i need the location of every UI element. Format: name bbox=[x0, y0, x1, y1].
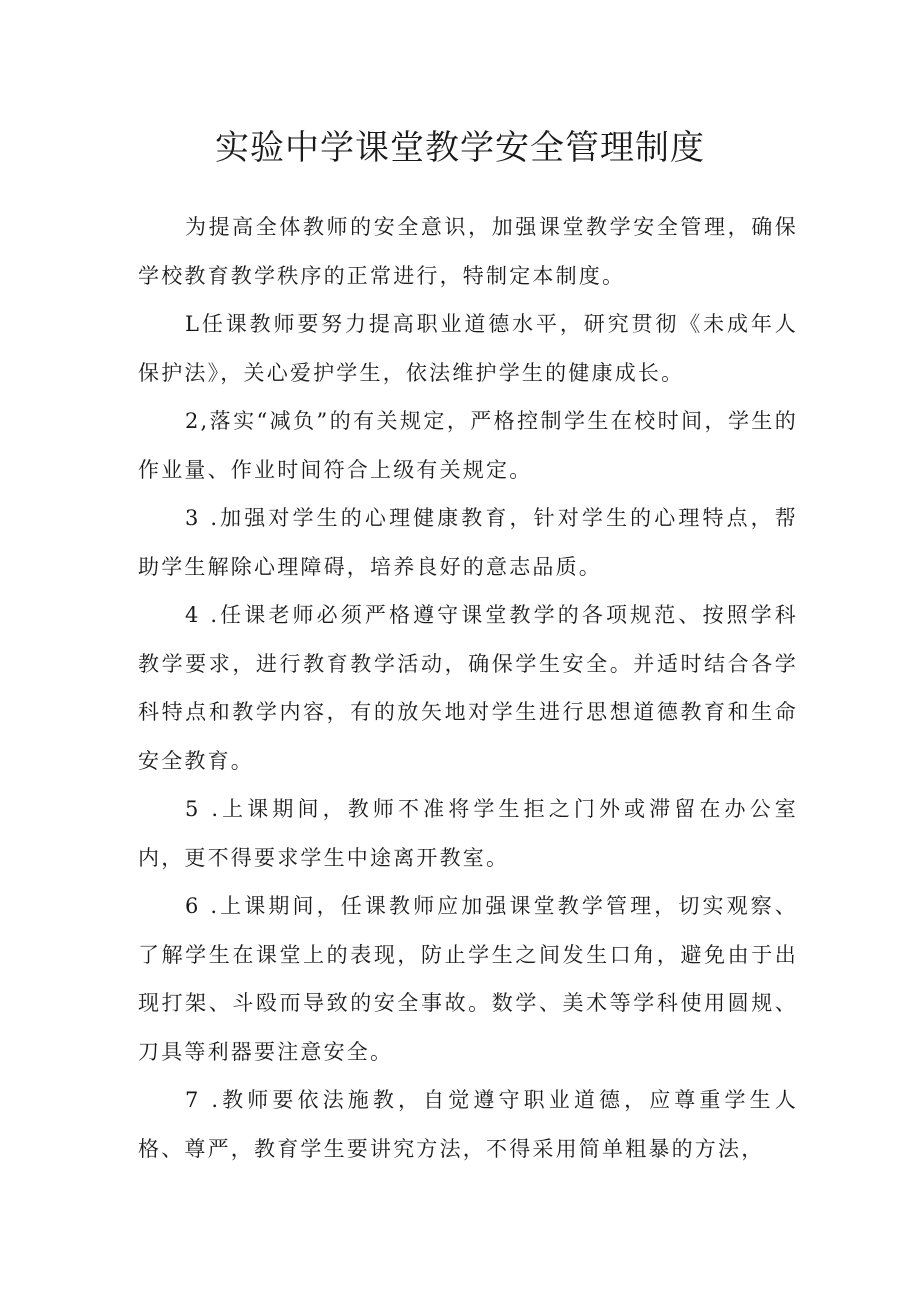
rule-7-paragraph: 7 .教师要依法施教，自觉遵守职业道德，应尊重学生人格、尊严，教育学生要讲究方法，不得采用简单粗暴的方法， bbox=[138, 1088, 798, 1161]
rule-5-paragraph: 5 .上课期间，教师不准将学生拒之门外或滞留在办公室内，更不得要求学生中途离开教室。 bbox=[138, 797, 798, 870]
rule-3-paragraph: 3 .加强对学生的心理健康教育，针对学生的心理特点，帮助学生解除心理障碍，培养良好的意志品质。 bbox=[138, 506, 798, 579]
intro-paragraph: 为提高全体教师的安全意识，加强课堂教学安全管理，确保学校教育教学秩序的正常进行，特制定本制度。 bbox=[138, 215, 798, 288]
rule-2-paragraph: 2,落实“减负”的有关规定，严格控制学生在校时间，学生的作业量、作业时间符合上级有关规定。 bbox=[138, 409, 798, 482]
document-body bbox=[138, 203, 798, 1173]
rule-6-paragraph: 6 .上课期间，任课教师应加强课堂教学管理，切实观察、了解学生在课堂上的表现，防止学生之间发生口角，避免由于出现打架、斗殴而导致的安全事故。数学、美术等学科使用圆规、刀具等利器要注意安全。 bbox=[138, 894, 798, 1064]
document-title: 实验中学课堂教学安全管理制度 bbox=[215, 128, 705, 168]
rule-1-paragraph: L任课教师要努力提高职业道德水平，研究贯彻《未成年人保护法》，关心爱护学生，依法维护学生的健康成长。 bbox=[138, 312, 798, 385]
rule-4-paragraph: 4 .任课老师必须严格遵守课堂教学的各项规范、按照学科教学要求，进行教育教学活动，确保学生安全。并适时结合各学科特点和教学内容，有的放矢地对学生进行思想道德教育和生命安全教育。 bbox=[138, 603, 798, 773]
